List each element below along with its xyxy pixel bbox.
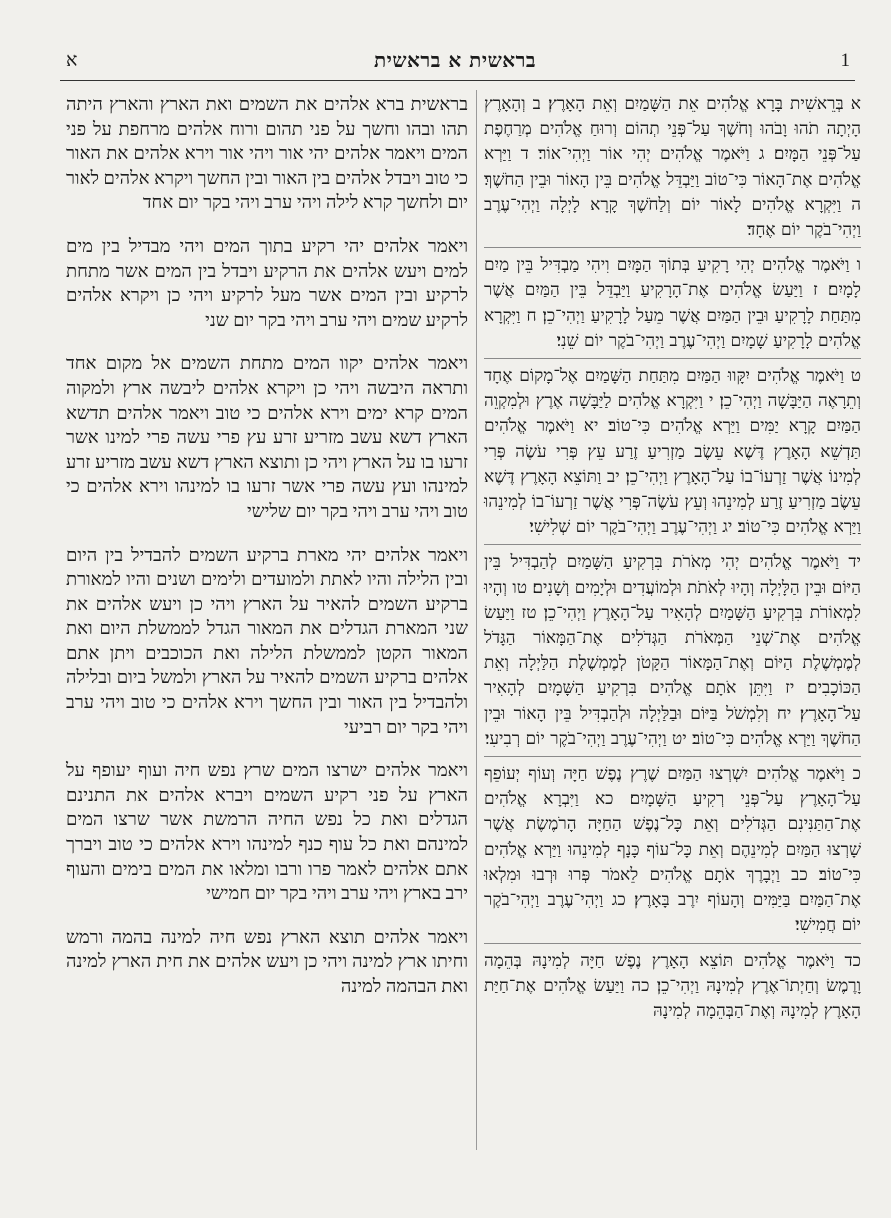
vocalized-paragraph-3: ט וַיֹּאמֶר אֱלֹהִים יִקָּווּ הַמַּיִם מִתַּחַת הַשָּׁמַיִם אֶל־מָקוֹם אֶחָד וְתֵרָאֶה הַיַּבָּשָׁה וַיְהִי־כֵן׃ י וַיִּקְרָא אֱלֹהִים לַיַּבָּשָׁה אֶרֶץ וּלְמִקְוֵה הַמַּיִם קָרָא יַמִּים וַיַּרְא אֱלֹהִים כִּי־טוֹב׃ יא וַיֹּאמֶר אֱלֹהִים תַּדְשֵׁא הָאָרֶץ דֶּשֶׁא עֵשֶׂב מַזְרִיעַ זֶרַע עֵץ פְּרִי עֹשֶׂה פְּרִי לְמִינוֹ אֲשֶׁר זַרְעוֹ־בוֹ עַל־הָאָרֶץ וַיְהִי־כֵן׃ יב וַתּוֹצֵא הָאָרֶץ דֶּשֶׁא עֵשֶׂב מַזְרִיעַ זֶרַע לְמִינֵהוּ וְעֵץ עֹשֶׂה־פְּרִי אֲשֶׁר זַרְעוֹ־בוֹ לְמִינֵהוּ וַיַּרְא אֱלֹהִים כִּי־טוֹב׃ יג וַיְהִי־עֶרֶב וַיְהִי־בֹקֶר יוֹם שְׁלִישִׁי׃ [484, 364, 861, 545]
scroll-paragraph-6: ויאמר אלהים תוצא הארץ נפש חיה למינה בהמה ורמש וחיתו ארץ למינה ויהי כן ויעש אלהים את חית הארץ למינה ואת הבהמה למינה [66, 926, 468, 996]
scroll-paragraph-2: ויאמר אלהים יהי רקיע בתוך המים ויהי מבדיל בין מים למים ויעש אלהים את הרקיע ויבדל בין המים אשר מתחת לרקיע ובין המים אשר מעל לרקיע ויהי כן ויקרא אלהים לרקיע שמים ויהי ערב ויהי בקר יום שני [66, 235, 468, 330]
scroll-text-column [66, 92, 468, 1018]
column-separator [476, 90, 477, 1150]
scroll-paragraph-5: ויאמר אלהים ישרצו המים שרץ נפש חיה ועוף יעופף על הארץ על פני רקיע השמים ויברא אלהים את התנינם הגדלים ואת כל נפש החיה הרמשת אשר שרצו המים למינהם ואת כל עוף כנף למינהו וירא אלהים כי טוב ויברך אתם אלהים לאמר פרו ורבו ומלאו את המים בימים והעוף ירב בארץ ויהי ערב ויהי בקר יום חמישי [66, 760, 468, 904]
header-rule [60, 80, 855, 81]
vocalized-paragraph-4: יד וַיֹּאמֶר אֱלֹהִים יְהִי מְאֹרֹת בִּרְקִיעַ הַשָּׁמַיִם לְהַבְדִּיל בֵּין הַיּוֹם וּבֵין הַלָּיְלָה וְהָיוּ לְאֹתֹת וּלְמוֹעֲדִים וּלְיָמִים וְשָׁנִים׃ טו וְהָיוּ לִמְאוֹרֹת בִּרְקִיעַ הַשָּׁמַיִם לְהָאִיר עַל־הָאָרֶץ וַיְהִי־כֵן׃ טז וַיַּעַשׂ אֱלֹהִים אֶת־שְׁנֵי הַמְּאֹרֹת הַגְּדֹלִים אֶת־הַמָּאוֹר הַגָּדֹל לְמֶמְשֶׁלֶת הַיּוֹם וְאֶת־הַמָּאוֹר הַקָּטֹן לְמֶמְשֶׁלֶת הַלַּיְלָה וְאֵת הַכּוֹכָבִים׃ יז וַיִּתֵּן אֹתָם אֱלֹהִים בִּרְקִיעַ הַשָּׁמָיִם לְהָאִיר עַל־הָאָרֶץ׃ יח וְלִמְשֹׁל בַּיּוֹם וּבַלַּיְלָה וּלְהַבְדִּיל בֵּין הָאוֹר וּבֵין הַחֹשֶׁךְ וַיַּרְא אֱלֹהִים כִּי־טוֹב׃ יט וַיְהִי־עֶרֶב וַיְהִי־בֹקֶר יוֹם רְבִיעִי׃ [484, 550, 861, 757]
scroll-paragraph-4: ויאמר אלהים יהי מארת ברקיע השמים להבדיל בין היום ובין הלילה והיו לאתת ולמועדים ולימים ושנים והיו למאורת ברקיע השמים להאיר על הארץ ויהי כן ויעש אלהים את שני המארת הגדלים את המאור הגדל לממשלת היום ואת המאור הקטן לממשלת הלילה ואת הכוכבים ויתן אתם אלהים ברקיע השמים להאיר על הארץ ולמשל ביום ובלילה ולהבדיל בין האור ובין החשך וירא אלהים כי טוב ויהי ערב ויהי בקר יום רביעי [66, 544, 468, 737]
page-header [60, 48, 850, 78]
chapter-letter: א [66, 50, 78, 71]
scroll-paragraph-1: בראשית ברא אלהים את השמים ואת הארץ והארץ היתה תהו ובהו וחשך על פני תהום ורוח אלהים מרחפת על פני המים ויאמר אלהים יהי אור ויהי אור וירא אלהים את האור כי טוב ויבדל אלהים בין האור ובין החשך ויקרא אלהים לאור יום ולחשך קרא לילה ויהי ערב ויהי בקר יום אחד [66, 94, 468, 213]
running-title: בראשית א בראשית [373, 48, 537, 72]
page-number: 1 [840, 50, 850, 71]
vocalized-paragraph-6: כד וַיֹּאמֶר אֱלֹהִים תּוֹצֵא הָאָרֶץ נֶפֶשׁ חַיָּה לְמִינָהּ בְּהֵמָה וָרֶמֶשׂ וְחַיְתוֹ־אֶרֶץ לְמִינָהּ וַיְהִי־כֵן׃ כה וַיַּעַשׂ אֱלֹהִים אֶת־חַיַּת הָאָרֶץ לְמִינָהּ וְאֶת־הַבְּהֵמָה לְמִינָהּ [484, 950, 861, 1021]
vocalized-text-column [484, 92, 861, 1033]
vocalized-paragraph-1: א בְּרֵאשִׁית בָּרָא אֱלֹהִים אֵת הַשָּׁמַיִם וְאֵת הָאָרֶץ׃ ב וְהָאָרֶץ הָיְתָה תֹהוּ וָבֹהוּ וְחֹשֶׁךְ עַל־פְּנֵי תְהוֹם וְרוּחַ אֱלֹהִים מְרַחֶפֶת עַל־פְּנֵי הַמָּיִם׃ ג וַיֹּאמֶר אֱלֹהִים יְהִי אוֹר וַיְהִי־אוֹר׃ ד וַיַּרְא אֱלֹהִים אֶת־הָאוֹר כִּי־טוֹב וַיַּבְדֵּל אֱלֹהִים בֵּין הָאוֹר וּבֵין הַחֹשֶׁךְ׃ ה וַיִּקְרָא אֱלֹהִים לָאוֹר יוֹם וְלַחֹשֶׁךְ קָרָא לָיְלָה וַיְהִי־עֶרֶב וַיְהִי־בֹקֶר יוֹם אֶחָד׃ [484, 92, 861, 248]
vocalized-paragraph-2: ו וַיֹּאמֶר אֱלֹהִים יְהִי רָקִיעַ בְּתוֹךְ הַמָּיִם וִיהִי מַבְדִּיל בֵּין מַיִם לָמָיִם׃ ז וַיַּעַשׂ אֱלֹהִים אֶת־הָרָקִיעַ וַיַּבְדֵּל בֵּין הַמַּיִם אֲשֶׁר מִתַּחַת לָרָקִיעַ וּבֵין הַמַּיִם אֲשֶׁר מֵעַל לָרָקִיעַ וַיְהִי־כֵן׃ ח וַיִּקְרָא אֱלֹהִים לָרָקִיעַ שָׁמָיִם וַיְהִי־עֶרֶב וַיְהִי־בֹקֶר יוֹם שֵׁנִי׃ [484, 253, 861, 359]
vocalized-paragraph-5: כ וַיֹּאמֶר אֱלֹהִים יִשְׁרְצוּ הַמַּיִם שֶׁרֶץ נֶפֶשׁ חַיָּה וְעוֹף יְעוֹפֵף עַל־הָאָרֶץ עַל־פְּנֵי רְקִיעַ הַשָּׁמָיִם׃ כא וַיִּבְרָא אֱלֹהִים אֶת־הַתַּנִּינִם הַגְּדֹלִים וְאֵת כָּל־נֶפֶשׁ הַחַיָּה הָרֹמֶשֶׂת אֲשֶׁר שָׁרְצוּ הַמַּיִם לְמִינֵהֶם וְאֵת כָּל־עוֹף כָּנָף לְמִינֵהוּ וַיַּרְא אֱלֹהִים כִּי־טוֹב׃ כב וַיְבָרֶךְ אֹתָם אֱלֹהִים לֵאמֹר פְּרוּ וּרְבוּ וּמִלְאוּ אֶת־הַמַּיִם בַּיַּמִּים וְהָעוֹף יִרֶב בָּאָרֶץ׃ כג וַיְהִי־עֶרֶב וַיְהִי־בֹקֶר יוֹם חֲמִישִׁי׃ [484, 762, 861, 943]
scroll-paragraph-3: ויאמר אלהים יקוו המים מתחת השמים אל מקום אחד ותראה היבשה ויהי כן ויקרא אלהים ליבשה ארץ ולמקוה המים קרא ימים וירא אלהים כי טוב ויאמר אלהים תדשא הארץ דשא עשב מזריע זרע עץ פרי עשה פרי למינו אשר זרעו בו על הארץ ויהי כן ותוצא הארץ דשא עשב מזריע זרע למינהו ועץ עשה פרי אשר זרעו בו למינהו וירא אלהים כי טוב ויהי ערב ויהי בקר יום שלישי [66, 353, 468, 521]
